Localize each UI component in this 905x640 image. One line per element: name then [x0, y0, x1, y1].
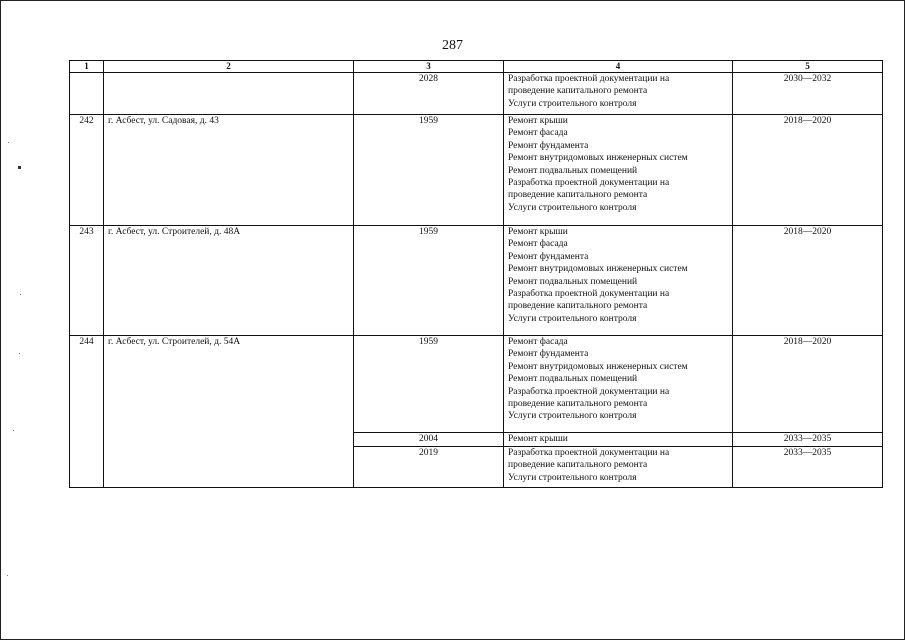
- row-number: 243: [70, 226, 104, 336]
- address-cell: г. Асбест, ул. Строителей, д. 48А: [104, 226, 354, 336]
- work-item: Разработка проектной документации на: [508, 74, 670, 84]
- work-item: Ремонт крыши: [508, 434, 568, 444]
- address-cell: г. Асбест, ул. Строителей, д. 54А: [104, 336, 354, 488]
- works-cell: [504, 226, 733, 336]
- work-item: проведение капитального ремонта: [508, 460, 648, 471]
- table-row: [70, 115, 883, 226]
- work-item: Ремонт крыши: [508, 227, 568, 237]
- table-row: [70, 336, 883, 433]
- work-item: Ремонт фасада: [508, 337, 568, 347]
- work-item: проведение капитального ремонта: [508, 399, 648, 410]
- table-row: [70, 226, 883, 336]
- work-item: Ремонт фасада: [508, 128, 568, 139]
- scan-speck: [7, 575, 8, 576]
- work-item: проведение капитального ремонта: [508, 190, 648, 201]
- register-table: [69, 60, 883, 488]
- work-item: проведение капитального ремонта: [508, 301, 648, 312]
- row-number: [70, 73, 104, 115]
- scan-speck: [13, 430, 14, 431]
- work-item: Ремонт подвальных помещений: [508, 374, 638, 385]
- work-item: проведение капитального ремонта: [508, 86, 648, 97]
- work-item: Ремонт внутридомовых инженерных систем: [508, 264, 688, 275]
- year-cell: 1959: [354, 336, 504, 433]
- work-item: Разработка проектной документации на: [508, 448, 670, 458]
- page-number: 287: [442, 38, 463, 53]
- work-item: Ремонт подвальных помещений: [508, 276, 638, 287]
- works-cell: [504, 115, 733, 226]
- scan-speck: [18, 166, 21, 169]
- work-item: Ремонт внутридомовых инженерных систем: [508, 153, 688, 164]
- year-cell: 1959: [354, 115, 504, 226]
- row-number: 244: [70, 336, 104, 488]
- work-item: Ремонт фасада: [508, 239, 568, 250]
- table-row: [70, 73, 883, 115]
- period-cell: 2033—2035: [733, 433, 883, 447]
- work-item: Разработка проектной документации на: [508, 386, 670, 397]
- header-row: [70, 61, 883, 73]
- work-item: Ремонт фундамента: [508, 349, 589, 360]
- work-item: Услуги строительного контроля: [508, 411, 637, 422]
- period-cell: 2030—2032: [733, 73, 883, 115]
- year-cell: 1959: [354, 226, 504, 336]
- work-item: Ремонт фундамента: [508, 251, 589, 262]
- work-item: Ремонт фундамента: [508, 140, 589, 151]
- column-header: 5: [733, 61, 883, 73]
- column-header: 2: [104, 61, 354, 73]
- period-cell: 2033—2035: [733, 447, 883, 488]
- work-item: Ремонт подвальных помещений: [508, 165, 638, 176]
- work-item: Услуги строительного контроля: [508, 313, 637, 324]
- works-cell: [504, 447, 733, 488]
- column-header: 3: [354, 61, 504, 73]
- work-item: Разработка проектной документации на: [508, 289, 670, 300]
- column-header: 4: [504, 61, 733, 73]
- period-cell: 2018—2020: [733, 336, 883, 433]
- column-header: 1: [70, 61, 104, 73]
- work-item: Ремонт внутридомовых инженерных систем: [508, 361, 688, 372]
- work-item: Услуги строительного контроля: [508, 472, 637, 483]
- year-cell: 2028: [354, 73, 504, 115]
- year-cell: 2019: [354, 447, 504, 488]
- period-cell: 2018—2020: [733, 226, 883, 336]
- address-cell: [104, 73, 354, 115]
- work-item: Разработка проектной документации на: [508, 178, 670, 189]
- work-item: Услуги строительного контроля: [508, 202, 637, 213]
- works-cell: [504, 336, 733, 433]
- period-cell: 2018—2020: [733, 115, 883, 226]
- work-item: Ремонт крыши: [508, 116, 568, 126]
- address-cell: г. Асбест, ул. Садовая, д. 43: [104, 115, 354, 226]
- works-cell: [504, 433, 733, 447]
- row-number: 242: [70, 115, 104, 226]
- works-cell: [504, 73, 733, 115]
- scan-speck: [8, 142, 9, 143]
- scan-speck: [19, 353, 20, 354]
- work-item: Услуги строительного контроля: [508, 98, 637, 109]
- year-cell: 2004: [354, 433, 504, 447]
- scan-speck: [20, 294, 21, 295]
